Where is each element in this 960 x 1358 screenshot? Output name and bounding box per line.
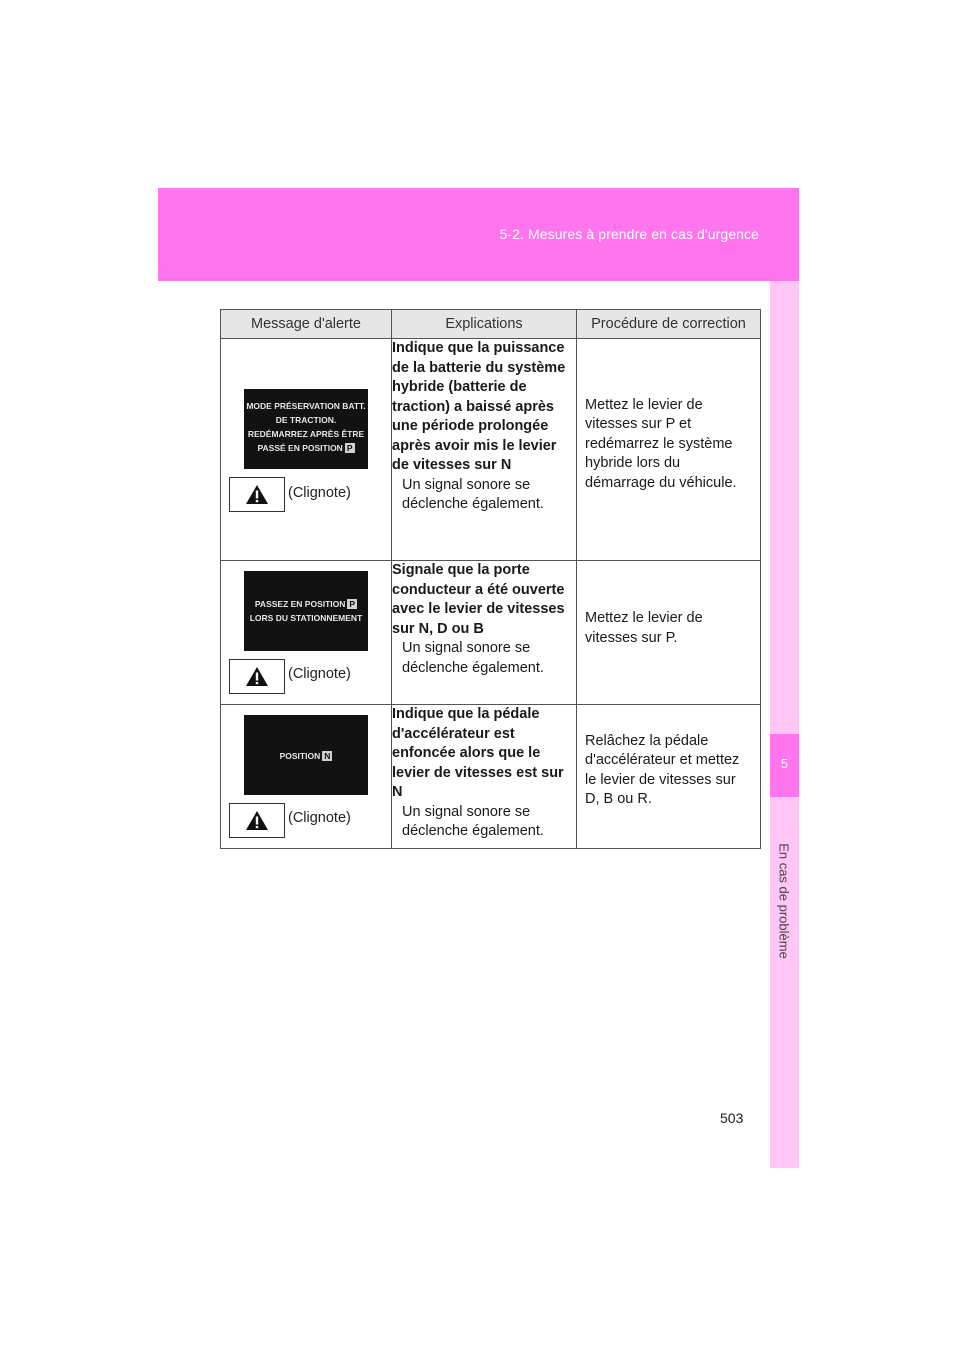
multi-info-display (244, 571, 368, 651)
alert-message-cell (221, 705, 392, 849)
explanation-note: Un signal sonore se déclenche également. (402, 476, 544, 512)
gear-indicator: N (324, 751, 331, 761)
display-line (244, 597, 368, 611)
correction-text: Relâchez la pédale d'accélérateur et mettez le levier de vitesses sur D, B ou R. (585, 732, 740, 807)
header-band (158, 188, 799, 281)
warning-message-table (220, 309, 761, 849)
multi-info-display (244, 389, 368, 469)
display-line-text: PASSÉ EN POSITION (257, 443, 343, 453)
correction-text: Mettez le levier de vitesses sur P et redémarrez le système hybride lors du démarrage du véhicule. (585, 396, 737, 491)
master-warning-box (229, 659, 285, 694)
display-line: MODE PRÉSERVATION BATT. (246, 401, 366, 411)
chapter-number: 5 (780, 756, 789, 771)
chapter-tab[interactable] (770, 734, 799, 797)
column-header-correction: Procédure de correction (577, 310, 761, 339)
gear-indicator: P (346, 443, 353, 453)
explanation-cell (392, 705, 577, 849)
explanation-cell (392, 561, 577, 705)
table-row (221, 705, 761, 849)
table-header-row (221, 310, 761, 339)
display-line: REDÉMARREZ APRÈS ÊTRE (247, 429, 365, 439)
blink-label: (Clignote) (288, 485, 351, 501)
chapter-label-text: En cas de problème (776, 843, 792, 959)
table-row (221, 561, 761, 705)
master-warning-box (229, 477, 285, 512)
multi-info-display (244, 715, 368, 795)
warning-triangle-icon (245, 484, 269, 505)
display-line-text: PASSEZ EN POSITION (254, 599, 346, 609)
gear-indicator: P (349, 599, 356, 609)
correction-cell (577, 705, 761, 849)
blink-label: (Clignote) (288, 810, 351, 826)
correction-text: Mettez le levier de vitesses sur P. (585, 610, 703, 646)
display-line (244, 441, 368, 455)
alert-message-cell (221, 339, 392, 561)
master-warning-box (229, 803, 285, 838)
table-row (221, 339, 761, 561)
correction-cell (577, 561, 761, 705)
display-line (244, 749, 368, 763)
blink-label: (Clignote) (288, 666, 351, 682)
display-line: LORS DU STATIONNEMENT (249, 613, 363, 623)
explanation-note: Un signal sonore se déclenche également. (402, 640, 544, 676)
display-line-text: POSITION (279, 751, 321, 761)
correction-cell (577, 339, 761, 561)
display-line: DE TRACTION. (275, 415, 337, 425)
explanation-text: Indique que la pédale d'accélérateur est enfoncée alors que le levier de vitesses est sur N (392, 706, 564, 800)
chapter-side-strip (770, 281, 799, 1168)
explanation-note: Un signal sonore se déclenche également. (402, 803, 544, 839)
warning-triangle-icon (245, 666, 269, 687)
explanation-text: Indique que la puissance de la batterie du système hybride (batterie de traction) a baissé après une période prolongée après avoir mis le levier de vitesses sur N (392, 340, 566, 473)
explanation-cell (392, 339, 577, 561)
warning-triangle-icon (245, 810, 269, 831)
column-header-message: Message d'alerte (221, 310, 392, 339)
section-title: 5-2. Mesures à prendre en cas d'urgence (499, 226, 759, 242)
column-header-explanation: Explications (392, 310, 577, 339)
alert-message-cell (221, 561, 392, 705)
page-number: 503 (720, 1110, 744, 1126)
explanation-text: Signale que la porte conducteur a été ouverte avec le levier de vitesses sur N, D ou B (392, 562, 565, 637)
